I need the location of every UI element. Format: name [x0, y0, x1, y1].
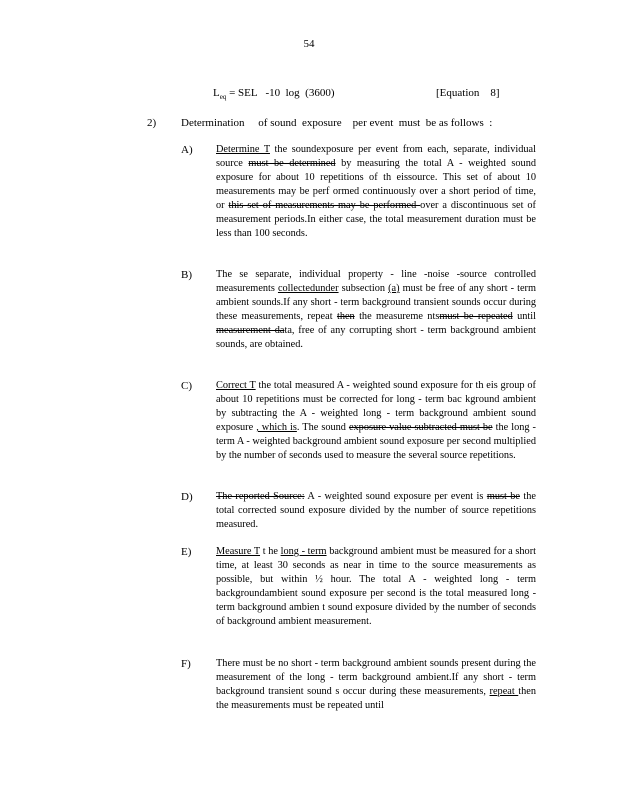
item-paragraph: [216, 379, 536, 463]
item-paragraph: [216, 268, 536, 352]
body-text: until: [512, 311, 536, 322]
body-text: subsection: [338, 283, 389, 294]
body-text: background ambient must be measured for a short time, at least 30 seconds as near in time to the source measurements as possible, but within ½ hour. The total A - weighted long - term backgroundambient sound exposure per second is the total measured long - term background ambien t sound exposure divided by the number of seconds of background ambient measurement.: [216, 546, 536, 627]
page-number: 54: [303, 38, 315, 50]
equation-tag: [Equation 8]: [436, 87, 500, 99]
item-paragraph: [216, 143, 536, 241]
underlined-text: Measure T: [216, 546, 261, 557]
item-body-c: [216, 379, 536, 463]
equation-rhs: = SEL -10 log (3600): [226, 87, 335, 99]
body-text: the total corrected sound exposure divided by the number of source repetitions measured.: [216, 491, 536, 530]
body-text: the long - term A - weighted background ambient sound exposure per second multiplied by the number of seconds used to measure the several source repetitions.: [216, 422, 536, 461]
body-text: The se separate, individual property - line -noise -source controlled measurements: [216, 269, 536, 294]
body-text: ta, free of any corrupting short - term background ambient sounds, are obtained.: [216, 325, 536, 350]
item-body-d: [216, 490, 536, 532]
item-paragraph: [216, 490, 536, 532]
struck-text: The reported Source:: [216, 491, 305, 502]
body-text: the soundexposure per event from each, separate, individual source: [216, 144, 536, 169]
underlined-text: repeat: [489, 686, 519, 697]
item-label-d: D): [181, 491, 193, 503]
struck-text: must be: [486, 491, 520, 502]
body-text: must be free of any short - term ambient sounds.If any short - term background transient sounds occur during these measurements, repeat: [216, 283, 536, 322]
item-label-f: F): [181, 658, 191, 670]
item-label-b: B): [181, 269, 192, 281]
body-text: . The sound: [296, 422, 349, 433]
struck-text: measurement da: [216, 325, 285, 336]
item-label-e: E): [181, 546, 192, 558]
body-text: then the measurements must be repeated until: [216, 686, 536, 711]
body-text: over a discontinuous set of measurement periods.In either case, the total measurement duration must be less than 100 seconds.: [216, 200, 536, 239]
struck-text: this set of measurements may be performed: [228, 200, 421, 211]
struck-text: must be determined: [248, 158, 336, 169]
underlined-text: long - term: [280, 546, 327, 557]
item-paragraph: [216, 545, 536, 629]
body-text: by measuring the total A - weighted sound exposure for about 10 repetitions of th eissource. This set of about 10 measurements may be perf ormed continuously over a short period of time, or: [216, 158, 536, 211]
underlined-text: , which is: [256, 422, 297, 433]
item-paragraph: [216, 657, 536, 713]
section-heading: Determination of sound exposure per event must be as follows :: [181, 117, 493, 129]
item-label-c: C): [181, 380, 192, 392]
item-body-b: [216, 268, 536, 352]
equation: [213, 87, 335, 101]
body-text: There must be no short - term background ambient sounds present during the measurement of the long - term background ambient.If any short - term background transient sound s occur during these measurements,: [216, 658, 536, 697]
item-label-a: A): [181, 144, 193, 156]
item-body-f: [216, 657, 536, 713]
item-body-a: [216, 143, 536, 241]
struck-text: exposure value subtracted must be: [348, 422, 493, 433]
struck-text: must be repeated: [439, 311, 513, 322]
body-text: A - weighted sound exposure per event is: [304, 491, 487, 502]
underlined-text: (a): [388, 283, 400, 294]
equation-lhs: L: [213, 87, 220, 99]
body-text: the measureme nts: [354, 311, 440, 322]
section-number: 2): [147, 117, 157, 129]
struck-text: then: [336, 311, 355, 322]
body-text: the total measured A - weighted sound exposure for th eis group of about 10 repetitions must be corrected for long - term bac kground ambient by subtracting the A - weighted long - term background ambient sound exposure: [216, 380, 536, 433]
equation-lhs-subscript: eq: [219, 93, 227, 102]
underlined-text: collectedunder: [277, 283, 339, 294]
underlined-text: Correct T: [216, 380, 256, 391]
item-body-e: [216, 545, 536, 629]
underlined-text: Determine T: [216, 144, 270, 155]
body-text: t he: [260, 546, 281, 557]
